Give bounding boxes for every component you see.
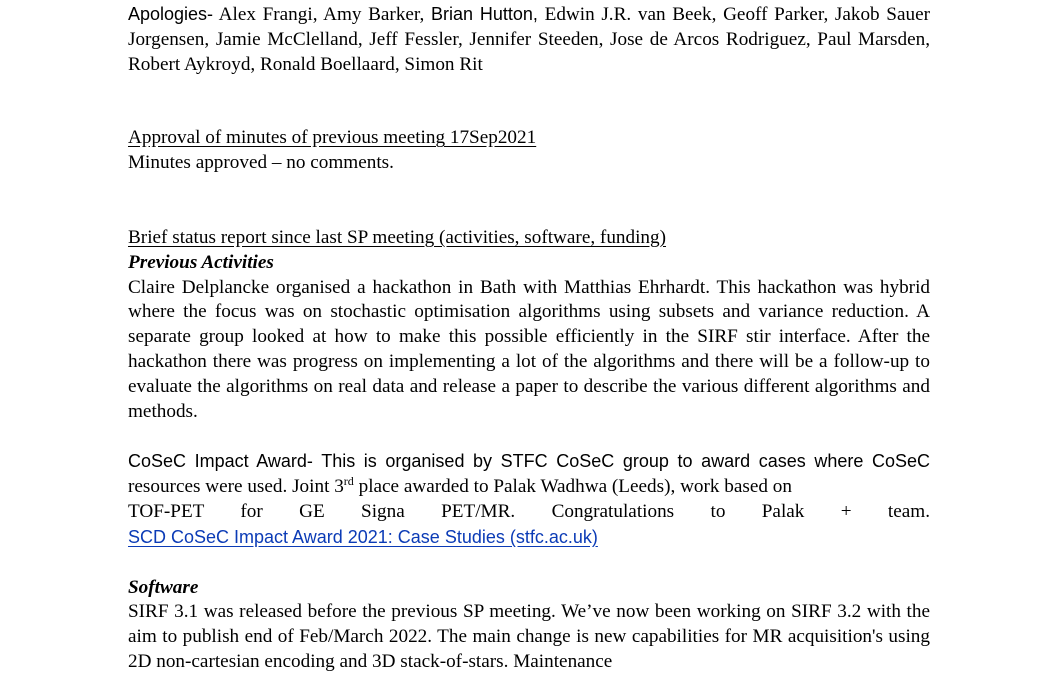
award-text-part3: place awarded to Palak Wadhwa (Leeds), work based on — [358, 476, 792, 498]
minutes-text: Minutes approved – no comments. — [128, 152, 394, 174]
software-heading: Software — [128, 576, 199, 598]
award-text-part2: resources were used. Joint 3 — [128, 476, 344, 498]
previous-activities-text: Claire Delplancke organised a hackathon in Bath with Matthias Ehrhardt. This hackathon was hybrid where the focus was on stochastic optimisation algorithms using subsets and variance reduction. A separate group looked at how to make this possible efficiently in the SIRF stir interface. After the hackathon there was progress on implementing a lot of the algorithms and there will be a follow-up to evaluate the algorithms on real data and release a paper to describe the various different algorithms and methods. — [128, 276, 930, 422]
apologies-name-b: Brian Hutton, — [431, 4, 538, 24]
award-case-studies-link[interactable]: SCD CoSeC Impact Award 2021: Case Studies (stfc.ac.uk) — [128, 526, 598, 547]
document-page — [128, 2, 930, 675]
award-paragraph — [128, 449, 930, 500]
apologies-names-a: Alex Frangi, Amy Barker, — [218, 4, 425, 25]
apologies-names-c: Edwin J.R. van Beek, Geoff Parker, Jakob Sauer Jorgensen, Jamie McClelland, Jeff Fessler, Jennifer Steeden, Jose de Arcos Rodriguez, Paul Marsden, Robert Aykroyd, Ronald Boellaard, Simon Rit — [128, 4, 930, 75]
previous-activities-heading: Previous Activities — [128, 251, 274, 273]
minutes-heading: Approval of minutes of previous meeting 17Sep2021 — [128, 127, 537, 149]
award-last-line: TOF-PET for GE Signa PET/MR. Congratulations to Palak + team. — [128, 500, 930, 522]
status-heading: Brief status report since last SP meeting (activities, software, funding) — [128, 226, 667, 248]
apologies-label: Apologies- — [128, 4, 214, 24]
award-text-part1: CoSeC Impact Award- This is organised by STFC CoSeC group to award cases where CoSeC — [128, 451, 930, 472]
software-text: SIRF 3.1 was released before the previous SP meeting. We’ve now been working on SIRF 3.2 with the aim to publish end of Feb/March 2022. The main change is new capabilities for MR acquisition's using 2D non-cartesian encoding and 3D stack-of-stars. Maintenance — [128, 601, 930, 672]
apologies-paragraph — [128, 2, 930, 77]
award-superscript: rd — [343, 474, 354, 489]
